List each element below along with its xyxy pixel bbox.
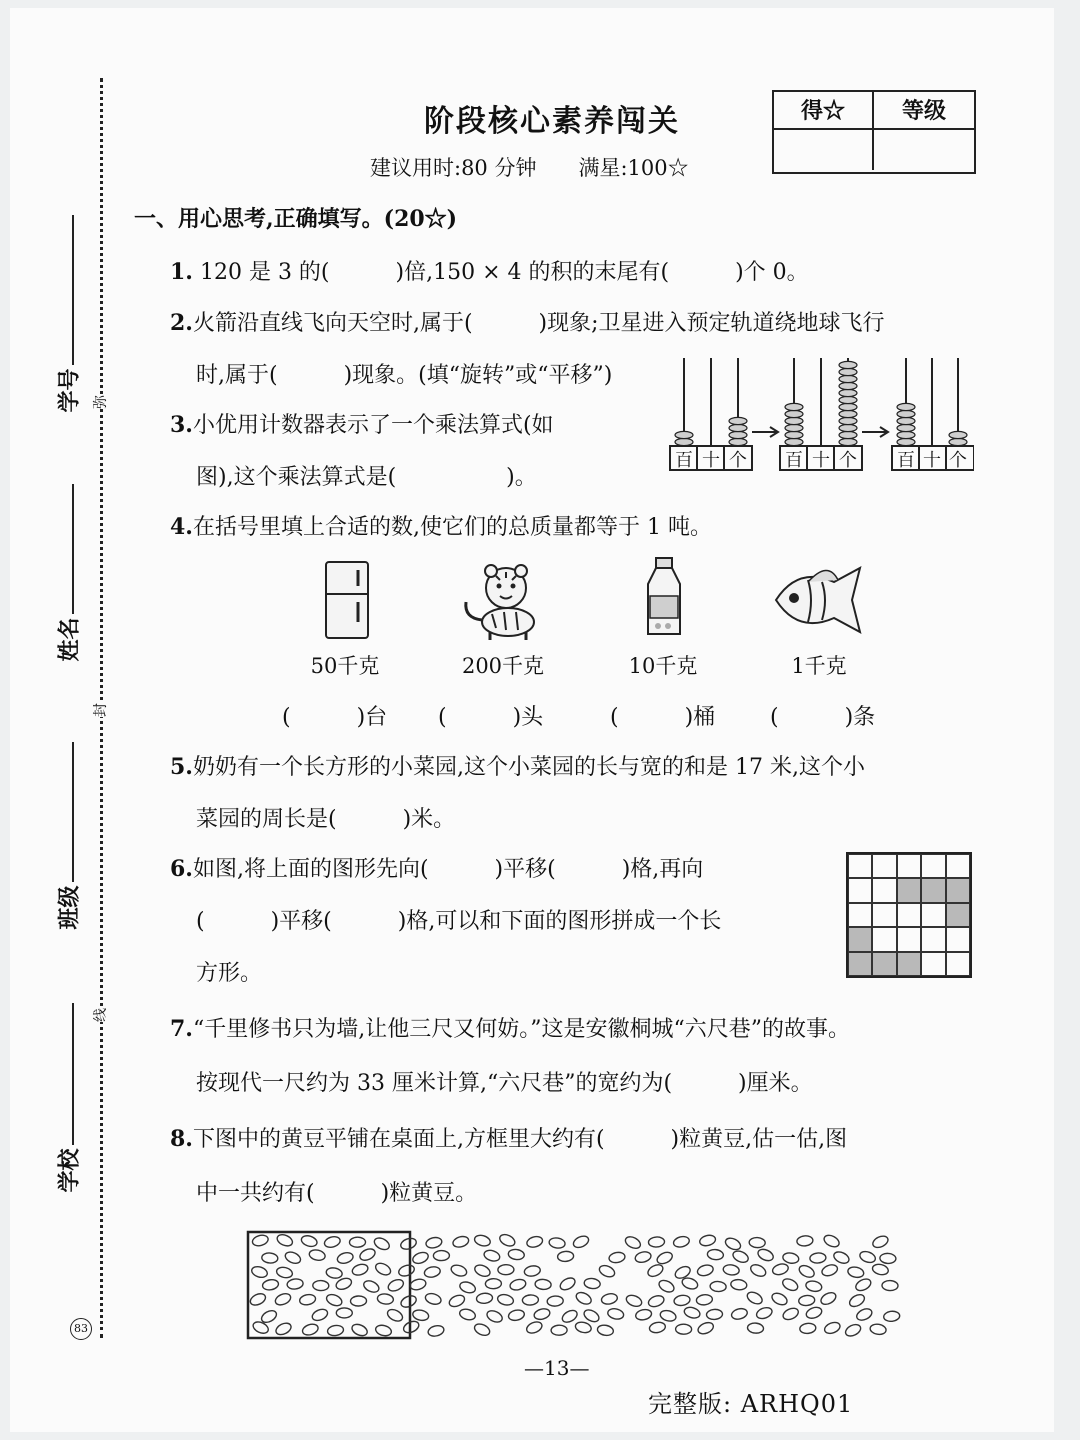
soybean (458, 1307, 476, 1321)
soybean (249, 1291, 268, 1307)
soybean (313, 1280, 329, 1291)
soybean (657, 1278, 676, 1294)
fridge-blank[interactable]: ( )台 (282, 705, 388, 730)
soybean (498, 1265, 514, 1275)
soybean (287, 1278, 304, 1290)
soybean (557, 1251, 574, 1262)
question-3 (170, 408, 554, 439)
soybean (673, 1294, 690, 1306)
soybean (458, 1280, 476, 1295)
page-title: 阶段核心素养闯关 (424, 104, 680, 139)
soybean (655, 1250, 674, 1266)
soybean (880, 1253, 897, 1264)
soybean (251, 1234, 269, 1248)
soybean (336, 1308, 352, 1318)
soybean (659, 1309, 677, 1323)
seal-char-feng: 封 (90, 703, 110, 717)
name-field[interactable] (46, 484, 83, 684)
class-field[interactable] (46, 742, 83, 942)
grid-figure (846, 852, 972, 978)
soybean (524, 1265, 541, 1278)
fish-blank[interactable]: ( )条 (770, 705, 876, 730)
student-id-field[interactable] (46, 215, 83, 425)
soybean (497, 1293, 515, 1306)
soybean (574, 1321, 592, 1335)
soybean (522, 1295, 539, 1306)
soybean (649, 1321, 667, 1334)
soybean (730, 1307, 748, 1321)
soybean (883, 1310, 900, 1322)
soybean (796, 1235, 813, 1247)
abacus2-ones: 个 (839, 450, 857, 471)
soybean (473, 1234, 491, 1248)
soybean (799, 1323, 816, 1335)
soybean (386, 1307, 405, 1323)
soybean (372, 1236, 391, 1252)
soybean (301, 1322, 319, 1336)
soybean (731, 1249, 750, 1265)
soybean (584, 1278, 601, 1290)
fish-weight: 1千克 (791, 654, 847, 678)
abacus-figure (664, 350, 974, 476)
soybean (425, 1236, 443, 1249)
soybean (508, 1309, 526, 1322)
soybean (844, 1322, 863, 1338)
soybean (535, 1279, 552, 1290)
soybean (855, 1307, 874, 1323)
question-6 (170, 852, 703, 883)
soybean (362, 1279, 381, 1295)
soybean (325, 1267, 342, 1280)
section-heading: 一、用心思考,正确填写。(20☆) (134, 206, 458, 232)
name-label: 姓名 (56, 617, 83, 662)
soybean (412, 1309, 430, 1322)
soybean (560, 1308, 579, 1325)
soybean (509, 1278, 527, 1292)
time-and-score-info: 建议用时:80 分钟 满星:100☆ (370, 156, 689, 180)
soybean (274, 1321, 293, 1337)
soybean (448, 1293, 467, 1309)
soybean (397, 1263, 415, 1278)
abacus1-tens: 十 (702, 450, 720, 471)
soybean (325, 1292, 344, 1307)
soybean (498, 1232, 517, 1248)
soybean (423, 1265, 441, 1278)
soybean (647, 1294, 665, 1309)
soybean (323, 1235, 341, 1249)
tiger-weight: 200千克 (461, 654, 545, 678)
soybean (823, 1320, 842, 1335)
question-2-line2: 时,属于( )现象。(填“旋转”或“平移”) (196, 363, 613, 388)
question-number: 2. (170, 310, 193, 336)
soybean (548, 1237, 565, 1249)
soybean (809, 1252, 826, 1263)
question-6-line2: ( )平移( )格,可以和下面的图形拼成一个长 (196, 909, 722, 934)
soybean (299, 1293, 317, 1306)
soybean (771, 1262, 789, 1276)
soybean (646, 1262, 665, 1278)
soybean (624, 1235, 643, 1251)
soybean (608, 1251, 625, 1264)
tiger-icon (456, 562, 546, 642)
soybean (284, 1250, 303, 1266)
soybean (747, 1322, 764, 1333)
fridge-weight: 50千克 (310, 654, 380, 678)
soybean (275, 1233, 294, 1248)
soybean (558, 1276, 577, 1293)
soybean (526, 1235, 544, 1249)
soybean (871, 1234, 890, 1250)
soybean (551, 1325, 567, 1336)
school-label: 学校 (56, 1148, 83, 1193)
soybean (696, 1320, 715, 1335)
soybean (386, 1277, 405, 1293)
score-stars-cell[interactable] (774, 130, 874, 170)
soybean (683, 1306, 701, 1320)
bottle-icon (642, 556, 686, 640)
soybean (749, 1262, 768, 1278)
question-8 (170, 1122, 847, 1153)
soybean (350, 1322, 369, 1338)
soybean (547, 1296, 564, 1307)
soybean (723, 1264, 740, 1276)
soybean (351, 1262, 369, 1276)
question-text: 小优用计数器表示了一个乘法算式(如 (192, 413, 554, 438)
score-table (772, 90, 976, 174)
seal-char-mi: 弥 (90, 395, 110, 409)
soybean (847, 1266, 865, 1279)
soybean (374, 1261, 393, 1277)
bottle-blank[interactable]: ( )桶 (610, 705, 716, 730)
question-text: 120 是 3 的( )倍,150 × 4 的积的末尾有( )个 0。 (192, 260, 809, 285)
soybean (399, 1294, 418, 1310)
class-line (72, 742, 74, 882)
abacus1-hundreds: 百 (675, 450, 693, 471)
soybean (601, 1292, 619, 1305)
soybean (476, 1292, 493, 1304)
soybean (832, 1250, 851, 1266)
tiger-blank[interactable]: ( )头 (438, 705, 544, 730)
soybean (597, 1324, 614, 1337)
soybean (311, 1307, 330, 1322)
soybean (525, 1320, 544, 1335)
soybean (377, 1293, 394, 1305)
abacus3-tens: 十 (923, 450, 941, 471)
question-6-line3: 方形。 (196, 961, 263, 986)
question-7-line2: 按现代一尺约为 33 厘米计算,“六尺巷”的宽约为( )厘米。 (196, 1071, 813, 1096)
question-1 (170, 255, 809, 286)
soybean (574, 1290, 593, 1306)
question-5-line2: 菜园的周长是( )米。 (196, 807, 456, 832)
question-text: 下图中的黄豆平铺在桌面上,方框里大约有( )粒黄豆,估一估,图 (192, 1127, 848, 1152)
soybean (533, 1307, 551, 1321)
soybean (473, 1263, 492, 1279)
soybean (274, 1292, 293, 1307)
fish-icon (768, 560, 868, 640)
soybean (300, 1234, 318, 1248)
soybean (854, 1277, 873, 1293)
soybean (770, 1291, 789, 1307)
question-number: 3. (170, 412, 193, 438)
soybean (411, 1250, 430, 1265)
soybean (676, 1324, 692, 1334)
soybean (882, 1280, 898, 1291)
student-id-label: 学号 (56, 368, 83, 413)
name-line (72, 484, 74, 614)
soybean (681, 1276, 699, 1291)
soybean (582, 1308, 601, 1325)
soybean (375, 1324, 393, 1338)
soybean (805, 1305, 823, 1320)
soybean (336, 1251, 354, 1265)
soybean (308, 1249, 326, 1262)
score-header-stars: 得☆ (774, 92, 874, 130)
question-text: 在括号里填上合适的数,使它们的总质量都等于 1 吨。 (192, 515, 712, 540)
soybean (820, 1263, 838, 1278)
soybean (749, 1237, 766, 1248)
school-line (72, 1003, 74, 1145)
soybean (262, 1278, 279, 1291)
soybean (598, 1263, 617, 1279)
question-text: 奶奶有一个长方形的小菜园,这个小菜园的长与宽的和是 17 米,这个小 (192, 755, 865, 780)
soybean (710, 1281, 727, 1292)
soybean (781, 1277, 800, 1293)
student-id-line (72, 215, 74, 365)
abacus2-tens: 十 (812, 450, 830, 471)
soybean (409, 1278, 427, 1292)
page-mark: 83 (70, 1318, 92, 1340)
soybean (707, 1249, 724, 1261)
abacus3-ones: 个 (949, 450, 967, 471)
soybean (696, 1294, 713, 1306)
soybean (350, 1296, 366, 1307)
question-7 (170, 1012, 850, 1043)
soybean (625, 1293, 644, 1308)
soybean (399, 1236, 417, 1251)
question-4 (170, 510, 712, 541)
soybean (261, 1252, 278, 1263)
soybean (745, 1290, 764, 1307)
soybeans-figure (246, 1230, 902, 1342)
question-text: “千里修书只为墙,让他三尺又何妨。”这是安徽桐城“六尺巷”的故事。 (192, 1017, 850, 1042)
soybean (822, 1233, 841, 1249)
soybean (672, 1235, 690, 1249)
soybean (730, 1279, 747, 1291)
question-text: 火箭沿直线飞向天空时,属于( )现象;卫星进入预定轨道绕地球飞行 (192, 311, 885, 336)
question-text: 如图,将上面的图形先向( )平移( )格,再向 (192, 857, 704, 882)
soybean (327, 1324, 344, 1336)
soybean (433, 1250, 449, 1260)
question-number: 6. (170, 856, 193, 882)
school-field[interactable] (46, 1003, 83, 1203)
version-code: 完整版: ARHQ01 (648, 1390, 854, 1418)
soybean (805, 1280, 823, 1293)
question-number: 4. (170, 514, 193, 540)
question-8-line2: 中一共约有( )粒黄豆。 (196, 1181, 478, 1206)
soybean (450, 1263, 468, 1278)
soybean (607, 1307, 625, 1320)
soybean (755, 1306, 773, 1321)
soybean (798, 1295, 815, 1307)
abacus3-hundreds: 百 (897, 450, 915, 471)
soybean (797, 1263, 816, 1279)
abacus2-hundreds: 百 (785, 450, 803, 471)
class-label: 班级 (56, 885, 83, 930)
abacus1-ones: 个 (729, 450, 747, 471)
question-number: 8. (170, 1126, 193, 1152)
soybean (358, 1247, 377, 1263)
bottle-weight: 10千克 (628, 654, 698, 678)
soybean (473, 1322, 492, 1338)
soybean (508, 1249, 525, 1261)
refrigerator-icon (322, 560, 372, 642)
seal-char-xian: 线 (90, 1008, 110, 1022)
soybean (819, 1290, 838, 1307)
score-grade-cell[interactable] (874, 130, 974, 170)
soybean (349, 1237, 365, 1247)
soybean (648, 1236, 665, 1247)
question-number: 1. (170, 259, 193, 285)
soybean (869, 1323, 886, 1335)
soybean (276, 1266, 294, 1279)
soybean (424, 1292, 442, 1306)
soybean (699, 1234, 717, 1248)
soybean (706, 1309, 723, 1320)
soybean (696, 1263, 714, 1277)
soybean (756, 1247, 775, 1263)
question-2 (170, 306, 885, 337)
soybean (452, 1235, 470, 1249)
soybean (572, 1234, 591, 1250)
question-number: 5. (170, 754, 193, 780)
soybean (635, 1308, 653, 1321)
soybean (250, 1265, 268, 1279)
soybean (485, 1309, 504, 1325)
question-number: 7. (170, 1016, 193, 1042)
soybean (485, 1278, 501, 1289)
page-number: —13— (524, 1356, 590, 1380)
soybean (724, 1236, 743, 1252)
soybean (871, 1263, 889, 1276)
soybean (848, 1292, 867, 1309)
soybean (483, 1249, 501, 1263)
soybean (781, 1306, 800, 1322)
soybean (634, 1250, 652, 1264)
soybean (782, 1252, 800, 1265)
question-5 (170, 750, 865, 781)
question-3-line2: 图),这个乘法算式是( )。 (196, 465, 537, 490)
soybean (427, 1324, 445, 1338)
soybean (858, 1250, 876, 1265)
score-header-grade: 等级 (874, 92, 974, 130)
